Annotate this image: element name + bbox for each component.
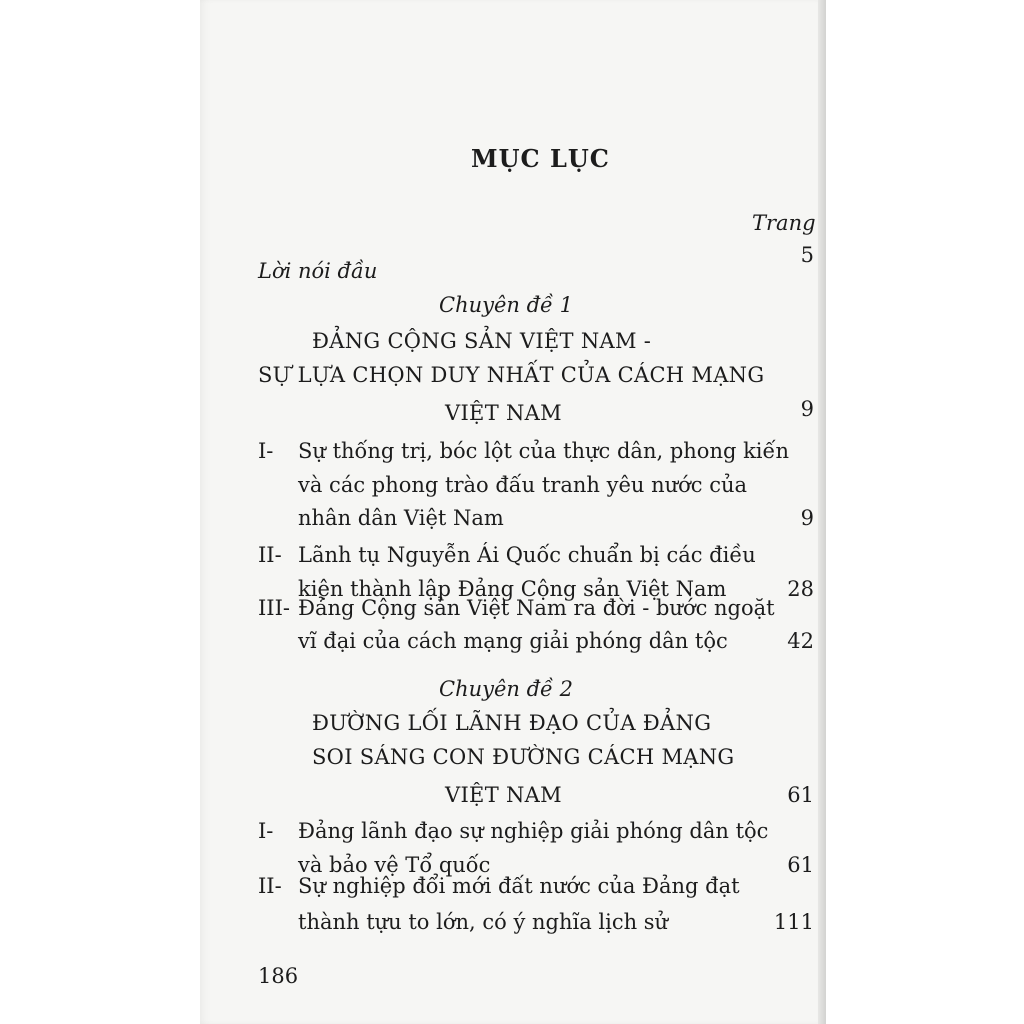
ch2-item1-page: 61 xyxy=(787,853,814,877)
ch1-item1-line1: Sự thống trị, bóc lột của thực dân, phong kiến xyxy=(298,439,789,463)
ch1-item1-line2: và các phong trào đấu tranh yêu nước của xyxy=(298,473,748,497)
chapter2-page: 61 xyxy=(787,783,814,807)
ch1-item3-page: 42 xyxy=(787,629,814,653)
ch1-item1-numeral: I- xyxy=(258,439,274,463)
ch2-item2-numeral: II- xyxy=(258,874,282,898)
chapter1-page: 9 xyxy=(800,397,814,421)
ch1-item2-page: 28 xyxy=(787,577,814,601)
ch2-item2-line1: Sự nghiệp đổi mới đất nước của Đảng đạt xyxy=(298,874,740,898)
chapter2-title-line2: SOI SÁNG CON ĐƯỜNG CÁCH MẠNG xyxy=(312,745,735,769)
preface-page: 5 xyxy=(800,243,814,267)
ch1-item2-line1: Lãnh tụ Nguyễn Ái Quốc chuẩn bị các điều xyxy=(298,543,756,567)
ch1-item2-line2: kiện thành lập Đảng Cộng sản Việt Nam xyxy=(298,577,727,601)
ch1-item3-line2: vĩ đại của cách mạng giải phóng dân tộc xyxy=(298,629,728,653)
ch2-item1-line2: và bảo vệ Tổ quốc xyxy=(298,853,491,877)
ch1-item1-page: 9 xyxy=(800,506,814,530)
ch1-item2-numeral: II- xyxy=(258,543,282,567)
chapter1-title-line3: VIỆT NAM xyxy=(445,401,562,425)
ch1-item3-line1: Đảng Cộng sản Việt Nam ra đời - bước ngoặt xyxy=(298,596,775,620)
ch2-item1-numeral: I- xyxy=(258,819,274,843)
chapter2-title-line3: VIỆT NAM xyxy=(445,783,562,807)
page-edge xyxy=(818,0,826,1024)
chapter2-title-line1: ĐƯỜNG LỐI LÃNH ĐẠO CỦA ĐẢNG xyxy=(312,711,712,735)
ch1-item3-numeral: III- xyxy=(258,596,290,620)
chapter1-heading: Chuyên đề 1 xyxy=(439,293,574,317)
preface-label: Lời nói đầu xyxy=(258,259,378,283)
ch1-item1-line3: nhân dân Việt Nam xyxy=(298,506,504,530)
chapter2-heading: Chuyên đề 2 xyxy=(439,677,574,701)
toc-title: MỤC LỤC xyxy=(471,144,610,173)
chapter1-title-line1: ĐẢNG CỘNG SẢN VIỆT NAM - xyxy=(312,329,652,353)
ch2-item1-line1: Đảng lãnh đạo sự nghiệp giải phóng dân tộc xyxy=(298,819,769,843)
ch2-item2-line2: thành tựu to lớn, có ý nghĩa lịch sử xyxy=(298,910,669,934)
page-number: 186 xyxy=(258,964,299,988)
ch2-item2-page: 111 xyxy=(773,910,814,934)
chapter1-title-line2: SỰ LỰA CHỌN DUY NHẤT CỦA CÁCH MẠNG xyxy=(258,363,765,387)
page-column-header: Trang xyxy=(752,211,816,235)
